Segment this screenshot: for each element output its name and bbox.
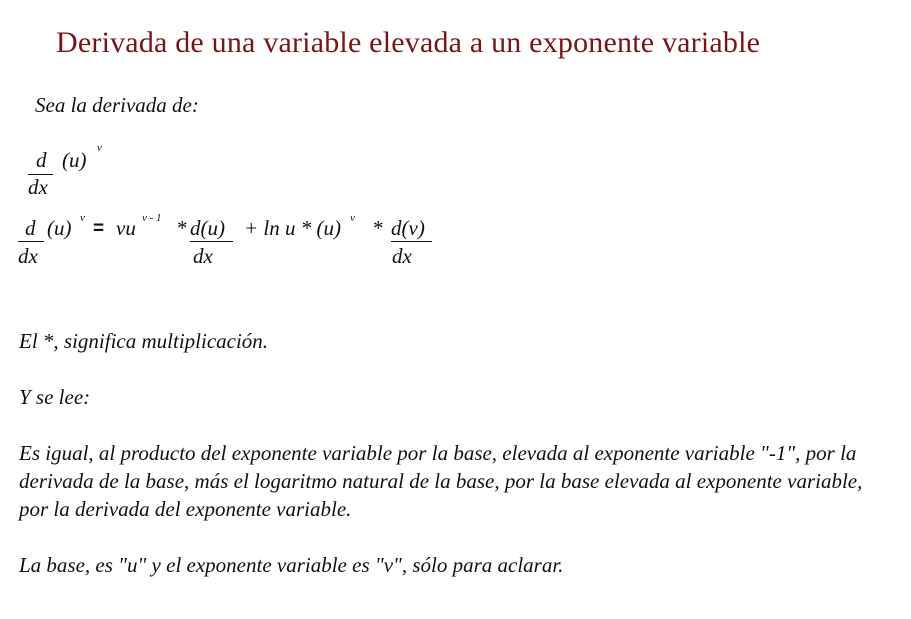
formula-lhs-denominator: dx: [18, 244, 38, 268]
formula-dv-denominator: dx: [392, 244, 412, 268]
formula-lhs-fraction-line: [18, 241, 44, 242]
formula-lhs-exponent: v: [80, 212, 85, 224]
formula-du-numerator: d(u): [190, 216, 225, 240]
expr1-denominator: dx: [28, 175, 48, 199]
reads-label: Y se lee:: [19, 385, 91, 409]
formula-equals: =: [93, 218, 105, 239]
formula-ln-term: + ln u * (u): [244, 216, 341, 240]
formula-lhs-base: (u): [47, 216, 72, 240]
formula-dv-numerator: d(v): [391, 216, 425, 240]
expr1-base: (u): [62, 148, 87, 172]
multiplication-note: El *, significa multiplicación.: [19, 329, 269, 353]
explanation-paragraph: Es igual, al producto del exponente variable por la base, elevada al exponente variable "-1", por la derivada de la base, más el logaritmo natural de la base, por la base elevada al exponente variable, por la derivada del exponente variable.: [19, 441, 863, 521]
formula-term1: vu: [116, 216, 136, 240]
expr1-numerator: d: [36, 148, 47, 172]
clarification-text: La base, es "u" y el exponente variable es "v", sólo para aclarar.: [19, 553, 564, 577]
page-title: Derivada de una variable elevada a un exponente variable: [56, 26, 761, 59]
intro-text: Sea la derivada de:: [35, 93, 199, 117]
expr1-exponent: v: [97, 142, 102, 154]
formula-dv-fraction-line: [391, 241, 432, 242]
formula-term1-exponent: v - 1: [142, 212, 162, 224]
formula-star-2: *: [372, 216, 383, 240]
formula-ln-exponent: v: [350, 212, 355, 224]
formula-du-denominator: dx: [193, 244, 213, 268]
formula-star-1: *: [176, 216, 187, 240]
formula-lhs-numerator: d: [25, 216, 36, 240]
formula-du-fraction-line: [190, 241, 233, 242]
